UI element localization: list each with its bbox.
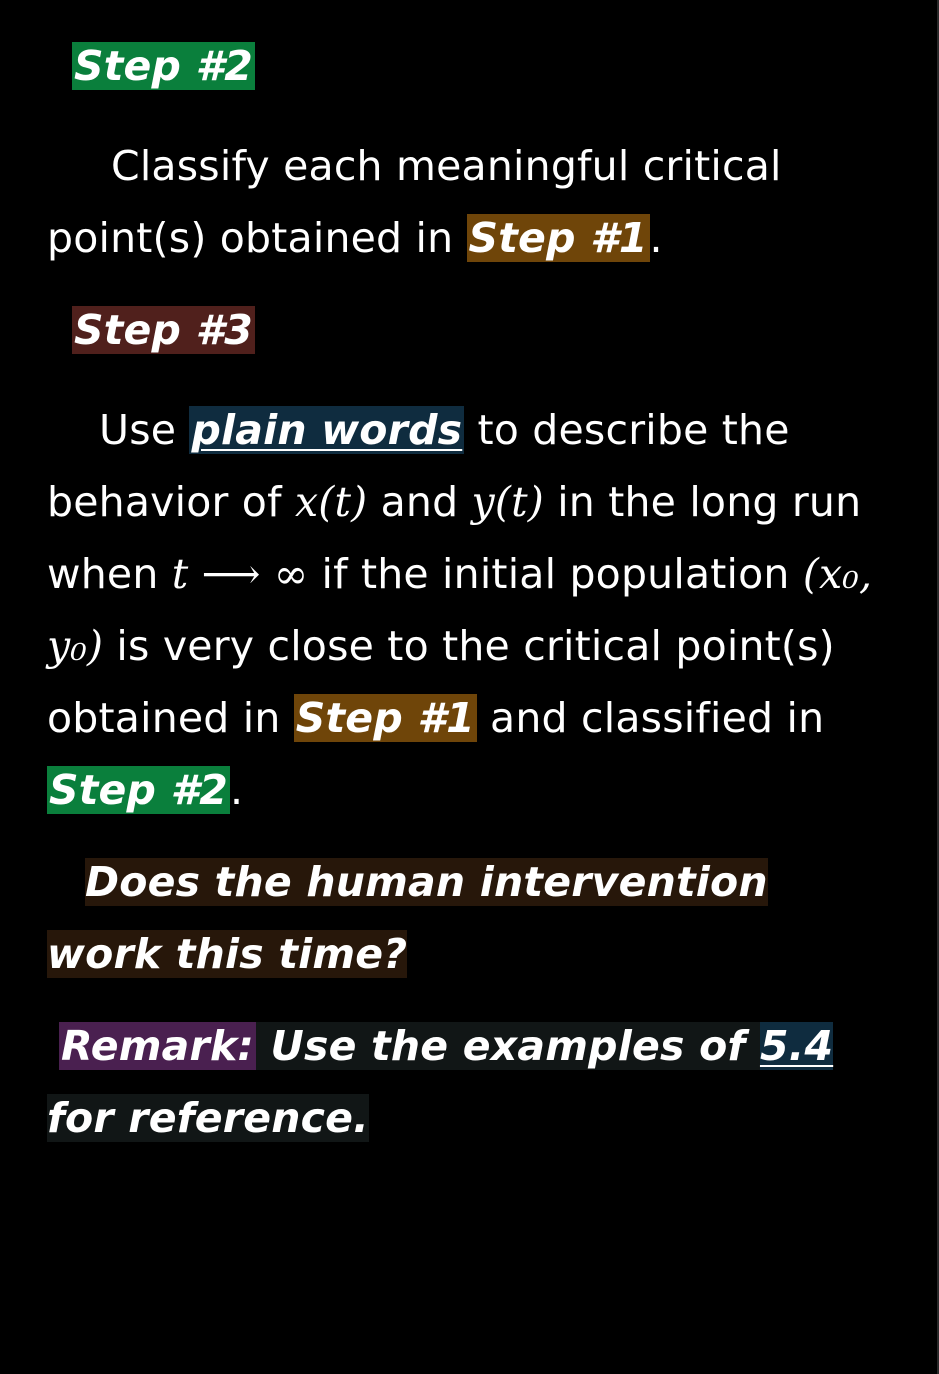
step3-text-8: . (230, 766, 244, 814)
math-t-to-infinity: t ⟶ ∞ (171, 550, 309, 598)
step2-paragraph (47, 130, 887, 274)
step3-text-1: Use (99, 406, 190, 454)
math-initial-population: (x₀, y₀) (47, 550, 873, 670)
step3-heading: Step #3 (74, 306, 254, 354)
remark-text-1: Use the examples of (256, 1022, 760, 1070)
step3-ref-step1: Step #1 (295, 694, 475, 742)
step3-text-2: to describe the behavior of (47, 406, 790, 526)
step3-text-7: and classified in (476, 694, 825, 742)
step3-text-3: and (367, 478, 472, 526)
step3-ref-step2: Step #2 (49, 766, 229, 814)
step2-heading-line (47, 30, 887, 102)
plain-words-link[interactable]: plain words (191, 406, 463, 454)
math-y-of-t: y(t) (471, 478, 544, 526)
step2-heading: Step #2 (74, 42, 254, 90)
remark-text-2: for reference. (47, 1094, 369, 1142)
question-text: Does the human intervention work this time? (47, 858, 768, 978)
step2-text-end: . (649, 214, 663, 262)
remark-label: Remark: (61, 1022, 255, 1070)
section-5-4-link[interactable]: 5.4 (759, 1022, 834, 1070)
step3-paragraph (47, 394, 887, 826)
step3-heading-line (47, 294, 887, 366)
step3-text-4: in the long run when (47, 478, 862, 598)
question-paragraph (47, 846, 887, 990)
math-x-of-t: x(t) (294, 478, 368, 526)
step3-text-5: if the initial population (308, 550, 803, 598)
step3-text-6: is very close to the critical point(s) obtained in (47, 622, 835, 742)
step2-text: Classify each meaningful critical point(s) obtained in (47, 142, 782, 262)
remark-paragraph (47, 1010, 887, 1154)
document-body (47, 30, 887, 1154)
step2-ref-step1: Step #1 (468, 214, 648, 262)
